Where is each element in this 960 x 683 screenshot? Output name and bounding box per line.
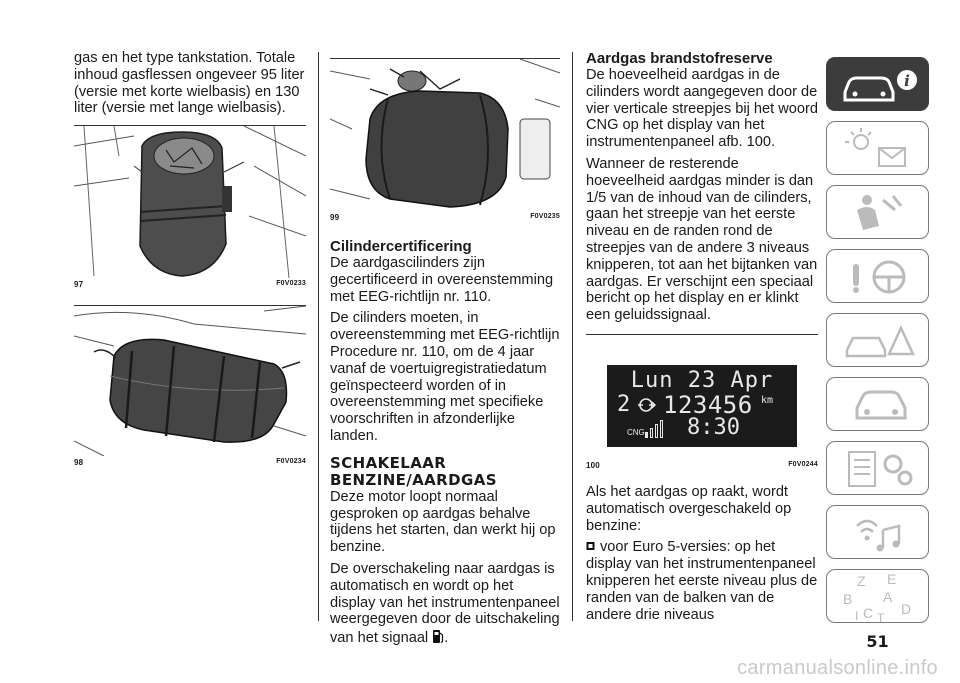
car-info-icon <box>827 58 929 111</box>
heading-switch <box>330 455 560 489</box>
cng-level-bars <box>645 418 667 438</box>
heading-natural-gas-reserve: Aardgas brandstofreserve <box>586 50 773 67</box>
display-date: Lun 23 Apr <box>630 367 774 393</box>
heading-switch-line-1: SCHAKELAAR <box>330 453 447 472</box>
column-2 <box>330 58 560 647</box>
display-time: 8:30 <box>687 414 740 440</box>
cng-level-bar <box>660 420 663 438</box>
index-letter: Z <box>857 573 866 589</box>
index-letter: D <box>901 601 912 617</box>
index-letter: T <box>877 611 885 624</box>
bullet-icon <box>586 541 597 552</box>
euro5-bullet-text: voor Euro 5-versies: op het display van het instrumentenpaneel knipperen het eerste niveau plus de randen van de balken van de andere drie niveaus <box>586 539 818 623</box>
index-letter: C <box>863 605 874 621</box>
index-letter: I <box>855 609 859 623</box>
fallback-paragraph: Als het aardgas op raakt, wordt automatisch overgeschakeld op benzine: <box>586 483 792 534</box>
display-unit: km <box>761 394 774 406</box>
intro-paragraph: gas en het type tankstation. Totale inhoud gasflessen ongeveer 95 liter (versie met korte wielbasis) en 130 liter (versie met lange wielbasis). <box>74 50 305 117</box>
switch-paragraph-2-text: De overschakeling naar aardgas is automatisch en wordt op het display van het instrumentenpaneel weergegeven door de uitschakeling van het signaal <box>330 560 560 647</box>
figure-97 <box>74 125 306 289</box>
index-icon <box>827 570 929 623</box>
instrument-display <box>607 365 797 447</box>
watermark: carmanualsonline.info <box>737 657 938 679</box>
heading-switch-line-2: BENZINE/AARDGAS <box>330 470 497 489</box>
figure-caption <box>586 461 818 470</box>
tab-safety[interactable] <box>826 185 929 239</box>
figure-100 <box>586 334 818 470</box>
figure-code: F0V0234 <box>276 458 306 466</box>
figure-98 <box>74 305 306 467</box>
chapter-tabs <box>826 57 929 633</box>
page-number: 51 <box>866 632 889 651</box>
index-letter: E <box>887 571 897 587</box>
maintenance-icon <box>827 378 929 431</box>
svg-text:i: i <box>904 72 910 90</box>
heading-cylinder-certification: Cilindercertificering <box>330 238 472 255</box>
reserve-paragraph-2: Wanneer de resterende hoeveelheid aardgas minder is dan 1/5 van de inhoud van de cilinders, gaan het streepje van het eerste niveau en de randen rond de streepjes van de andere 3 niveaus knipperen, tot aan het bijtanken van aardgas. Er verschijnt een speciaal bericht op het display en er klinkt een geluidssignaal. <box>586 155 818 324</box>
column-divider <box>318 52 319 621</box>
switch-paragraph-2 <box>330 561 560 647</box>
switch-paragraph-1: Deze motor loopt normaal gesproken op aardgas behalve tijdens het starten, dan werkt hij op benzine. <box>330 488 556 556</box>
tab-starting-driving[interactable] <box>826 249 929 303</box>
figure-99 <box>330 58 560 222</box>
tab-car-info[interactable] <box>826 57 929 111</box>
tab-multimedia[interactable] <box>826 505 929 559</box>
reserve-paragraph-1: De hoeveelheid aardgas in de cilinders wordt aangegeven door de vier verticale streepjes bij het woord CNG op het display van het instrumentenpaneel afb. 100. <box>586 67 818 151</box>
figure-number: 98 <box>74 458 84 468</box>
multimedia-icon <box>827 506 929 559</box>
technical-data-icon <box>827 442 929 495</box>
figure-code: F0V0235 <box>530 213 560 220</box>
switch-paragraph-2-end: . <box>444 630 449 647</box>
figure-caption <box>74 458 306 467</box>
tab-maintenance[interactable] <box>826 377 929 431</box>
cng-level-bar <box>650 428 653 438</box>
gas-cylinders-underbody-illustration <box>74 306 306 456</box>
figure-caption <box>74 280 306 289</box>
gear-shift-indicator-icon <box>635 396 657 414</box>
figure-number: 97 <box>74 280 84 290</box>
column-1 <box>74 50 306 467</box>
tab-warning-lights[interactable] <box>826 121 929 175</box>
index-letter: B <box>843 591 853 607</box>
starting-driving-icon <box>827 250 929 303</box>
figure-code: F0V0233 <box>276 280 306 288</box>
cng-level-bar <box>655 424 658 438</box>
index-letter: A <box>883 589 893 605</box>
fuel-pump-icon <box>432 628 444 644</box>
tab-emergency[interactable] <box>826 313 929 367</box>
certification-paragraph-2: De cilinders moeten, in overeenstemming met EEG-richtlijn Procedure nr. 110, om de 4 jaar vanaf de voertuigregistratiedatum geïnspecteerd worden of in overeenstemming met specifieke voorschriften in afzonderlijke landen. <box>330 310 560 444</box>
euro5-bullet-paragraph <box>586 539 818 623</box>
emergency-icon <box>827 314 929 367</box>
figure-number: 100 <box>586 460 600 470</box>
tab-index[interactable] <box>826 569 929 623</box>
figure-code: F0V0244 <box>788 460 818 468</box>
certification-paragraph-1: De aardgascilinders zijn gecertificeerd in overeenstemming met EEG-richtlijn nr. 110. <box>330 255 554 305</box>
safety-icon <box>827 186 929 239</box>
warning-lights-icon <box>827 122 929 175</box>
display-odometer: 123456 <box>663 390 753 419</box>
column-divider <box>572 52 573 621</box>
figure-number: 99 <box>330 213 340 222</box>
figure-caption <box>330 213 560 222</box>
tab-technical-data[interactable] <box>826 441 929 495</box>
column-3 <box>586 50 818 623</box>
gas-cylinder-illustration <box>74 126 306 278</box>
gas-cylinders-mounted-illustration <box>330 59 560 211</box>
display-gear: 2 <box>617 391 631 417</box>
display-cng-label: CNG <box>627 427 645 437</box>
cng-level-bar <box>645 432 648 438</box>
